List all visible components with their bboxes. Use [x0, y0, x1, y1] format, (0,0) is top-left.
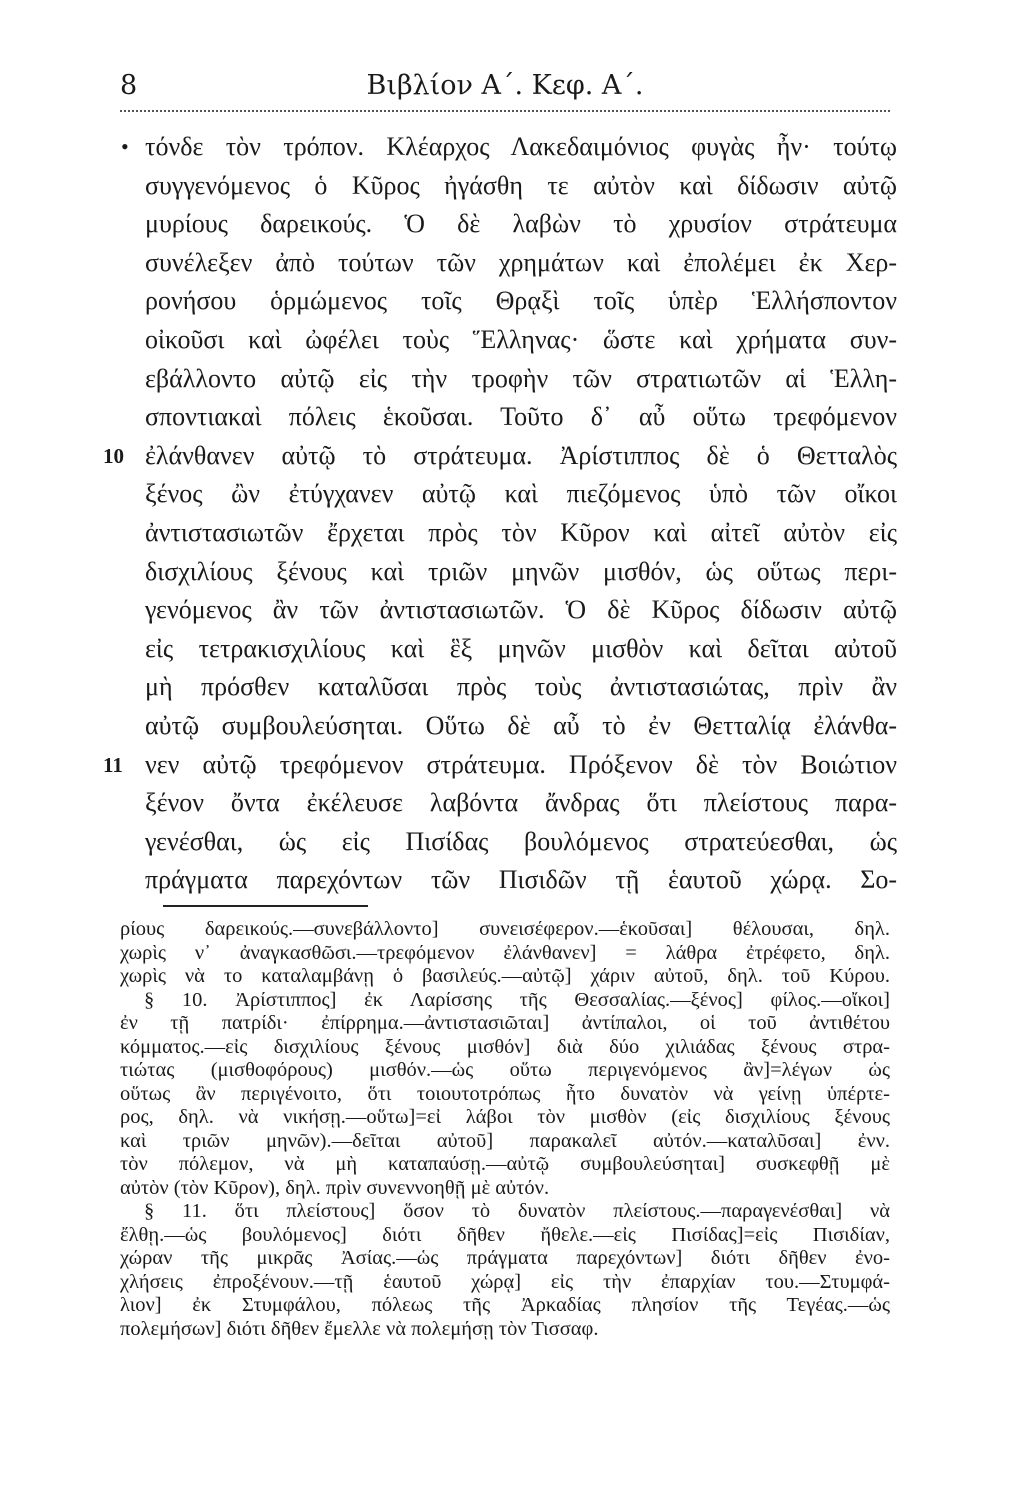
paragraph-marker: 10	[103, 443, 124, 468]
footnote-line: χλήσεις ἐπροξένουν.—τῇ ἑαυτοῦ χώρᾳ] εἰς τὴν ἐπαρχίαν του.—Στυμφά-	[120, 1270, 890, 1293]
text-line: εβάλλοντο αὐτῷ εἰς τὴν τροφὴν τῶν στρατιωτῶν αἱ Ἑλλη-	[145, 363, 897, 393]
text-line: σποντιακαὶ πόλεις ἑκοῦσαι. Τοῦτο δ᾽ αὖ οὕτω τρεφόμενον	[145, 402, 897, 432]
text-line: αὐτῷ συμβουλεύσηται. Οὕτω δὲ αὖ τὸ ἐν Θετταλίᾳ ἐλάνθα-	[145, 710, 897, 740]
running-head: Βιβλίον Α΄. Κεφ. Α΄.	[366, 70, 644, 101]
footnote-line: χώραν τῆς μικρᾶς Ἀσίας.—ὡς πράγματα παρεχόντων] διότι δῆθεν ἐνο-	[120, 1247, 890, 1269]
text-line: ξένον ὄντα ἐκέλευσε λαβόντα ἄνδρας ὅτι πλείστους παρα-	[145, 788, 897, 818]
footnote-line: τὸν πόλεμον, νὰ μὴ καταπαύσῃ.—αὐτῷ συμβουλεύσηται] συσκεφθῇ μὲ	[120, 1153, 890, 1175]
text-line: 11 νεν αὐτῷ τρεφόμενον στράτευμα. Πρόξενον δὲ τὸν Βοιώτιον	[145, 746, 897, 785]
header-rule	[120, 110, 890, 112]
text-line: δισχιλίους ξένους καὶ τριῶν μηνῶν μισθόν, ὡς οὕτως περι-	[145, 556, 897, 586]
footnote-line: πολεμήσων] διότι δῆθεν ἔμελλε νὰ πολεμήσῃ τὸν Τισσαφ.	[120, 1317, 599, 1340]
text-line: ξένος ὢν ἐτύγχανεν αὐτῷ καὶ πιεζόμενος ὑπὸ τῶν οἴκοι	[145, 479, 897, 509]
footnote-line: λιον] ἐκ Στυμφάλου, πόλεως τῆς Ἀρκαδίας πλησίον τῆς Τεγέας.—ὡς	[120, 1294, 890, 1316]
footnotes	[120, 918, 890, 1341]
page-header	[120, 70, 890, 106]
footnote-line: ρος, δηλ. νὰ νικήσῃ.—οὕτω]=εἰ λάβοι τὸν μισθὸν (εἰς δισχιλίους ξένους	[120, 1106, 890, 1128]
footnote-line: χωρὶς νὰ το καταλαμβάνῃ ὁ βασιλεύς.—αὐτῷ] χάριν αὐτοῦ, δηλ. τοῦ Κύρου.	[120, 965, 890, 987]
text-line: γενόμενος ἂν τῶν ἀντιστασιωτῶν. Ὁ δὲ Κῦρος δίδωσιν αὐτῷ	[145, 595, 897, 625]
text-line: ρονήσου ὁρμώμενος τοῖς Θρᾳξὶ τοῖς ὑπὲρ Ἑλλήσποντον	[145, 286, 897, 316]
footnote-line: οὕτως ἂν περιγένοιτο, ὅτι τοιουτοτρόπως ἦτο δυνατὸν νὰ γείνῃ ὑπέρτε-	[120, 1082, 890, 1105]
text-line: μυρίους δαρεικούς. Ὁ δὲ λαβὼν τὸ χρυσίον στράτευμα	[145, 209, 897, 239]
footnote-line: § 11. ὅτι πλείστους] ὅσον τὸ δυνατὸν πλείστους.—παραγενέσθαι] νὰ	[144, 1200, 890, 1222]
footnote-line: § 10. Ἀρίστιππος] ἐκ Λαρίσσης τῆς Θεσσαλίας.—ξένος] φίλος.—οἴκοι]	[144, 988, 890, 1011]
text-line: μὴ πρόσθεν καταλῦσαι πρὸς τοὺς ἀντιστασιώτας, πρὶν ἂν	[145, 672, 897, 702]
paragraph-marker: 11	[103, 752, 123, 777]
text-line: 10 ἐλάνθανεν αὐτῷ τὸ στράτευμα. Ἀρίστιππος δὲ ὁ Θετταλὸς	[145, 437, 897, 476]
footnote-line: χωρὶς ν᾽ ἀναγκασθῶσι.—τρεφόμενον ἐλάνθανεν] = λάθρα ἐτρέφετο, δηλ.	[120, 941, 890, 964]
text-line: οἰκοῦσι καὶ ὠφέλει τοὺς Ἕλληνας· ὥστε καὶ χρήματα συν-	[145, 324, 897, 354]
main-text	[103, 128, 897, 900]
text-line: συγγενόμενος ὁ Κῦρος ἠγάσθη τε αὐτὸν καὶ δίδωσιν αὐτῷ	[145, 170, 897, 200]
footnote-line: ἔλθῃ.—ὡς βουλόμενος] διότι δῆθεν ἤθελε.—εἰς Πισίδας]=εἰς Πισιδίαν,	[120, 1223, 890, 1246]
footnote-line: ρίους δαρεικούς.—συνεβάλλοντο] συνεισέφερον.—ἑκοῦσαι] θέλουσαι, δηλ.	[120, 918, 890, 940]
footnote-line: ἐν τῇ πατρίδι· ἐπίρρημα.—ἀντιστασιῶται] ἀντίπαλοι, οἱ τοῦ ἀντιθέτου	[120, 1012, 890, 1034]
text-line: • τόνδε τὸν τρόπον. Κλέαρχος Λακεδαιμόνιος φυγὰς ἦν· τούτῳ	[145, 128, 897, 167]
text-line: ἀντιστασιωτῶν ἔρχεται πρὸς τὸν Κῦρον καὶ αἰτεῖ αὐτὸν εἰς	[145, 517, 897, 547]
text-line: γενέσθαι, ὡς εἰς Πισίδας βουλόμενος στρατεύεσθαι, ὡς	[145, 826, 897, 856]
footnote-line: αὐτὸν (τὸν Κῦρον), δηλ. πρὶν συνεννοηθῇ μὲ αὐτόν.	[120, 1176, 550, 1199]
footnote-line: κόμματος.—εἰς δισχιλίους ξένους μισθόν] διὰ δύο χιλιάδας ξένους στρα-	[120, 1035, 890, 1058]
footnote-line: τιώτας (μισθοφόρους) μισθόν.—ὡς οὕτω περιγενόμενος ἂν]=λέγων ὡς	[120, 1059, 890, 1081]
text-line: πράγματα παρεχόντων τῶν Πισιδῶν τῇ ἑαυτοῦ χώρᾳ. Σο-	[145, 865, 897, 895]
margin-mark-icon: •	[121, 134, 129, 159]
page-number: 8	[120, 70, 138, 101]
footnote-line: καὶ τριῶν μηνῶν).—δεῖται αὐτοῦ] παρακαλεῖ αὐτόν.—καταλῦσαι] ἐνν.	[120, 1129, 890, 1152]
footnote-rule	[163, 905, 368, 907]
text-line: συνέλεξεν ἀπὸ τούτων τῶν χρημάτων καὶ ἐπολέμει ἐκ Χερ-	[145, 247, 897, 277]
text-line: εἰς τετρακισχιλίους καὶ ἓξ μηνῶν μισθὸν καὶ δεῖται αὐτοῦ	[145, 633, 897, 663]
